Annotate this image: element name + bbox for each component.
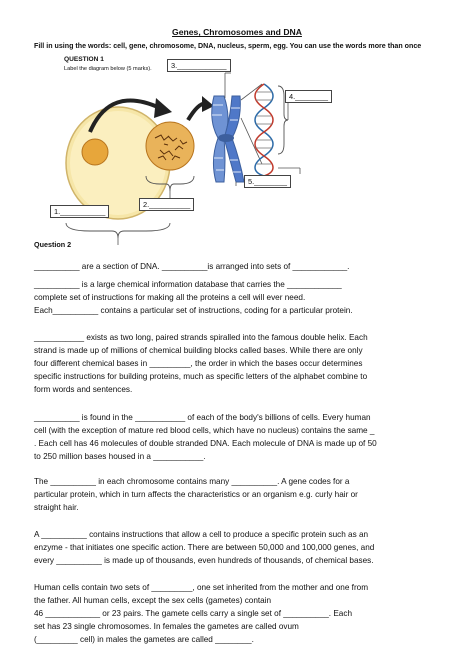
- q2-line: The __________ in each chromosome contains many __________. A gene codes for a: [34, 477, 350, 486]
- q2-line: . Each cell has 46 molecules of double stranded DNA. Each molecule of DNA is made up of 50: [34, 439, 377, 448]
- q2-line: to 250 million bases housed in a ___________.: [34, 452, 206, 461]
- q2-line: __________ is found in the ___________ of each of the body's billions of cells. Every human: [34, 413, 371, 422]
- q2-line: complete set of instructions for making all the proteins a cell will ever need.: [34, 293, 306, 302]
- q2-line: enzyme - that initiates one specific action. There are between 50,000 and 100,000 genes, and: [34, 543, 375, 552]
- label-2[interactable]: 2.__________: [139, 198, 194, 211]
- cell-bracket: [66, 223, 170, 238]
- page-title: Genes, Chromosomes and DNA: [172, 27, 302, 37]
- nucleus-zoom: [146, 122, 194, 170]
- question1-heading: QUESTION 1: [64, 56, 104, 63]
- q2-line: (_________ cell) in males the gametes are called ________.: [34, 635, 254, 644]
- q2-line: the father. All human cells, except the sex cells (gametes) contain: [34, 596, 272, 605]
- q2-line: straight hair.: [34, 503, 79, 512]
- q2-line: __________ are a section of DNA. __________is arranged into sets of ____________.: [34, 262, 350, 271]
- q2-line: Human cells contain two sets of _________, one set inherited from the mother and one from: [34, 583, 369, 592]
- q2-line: four different chemical bases in _________, the order in which the bases occur determines: [34, 359, 363, 368]
- q2-line: specific instructions for building proteins, much as specific letters of the alphabet combine to: [34, 372, 368, 381]
- q2-line: strand is made up of millions of chemical building blocks called bases. While there are only: [34, 346, 363, 355]
- question1-subheading: Label the diagram below (5 marks).: [64, 66, 152, 72]
- q2-line: every __________ is made up of thousands, even hundreds of thousands, of chemical bases.: [34, 556, 374, 565]
- label-5[interactable]: 5.________: [244, 175, 291, 188]
- question2-heading: Question 2: [34, 240, 72, 249]
- q2-line: A __________ contains instructions that allow a cell to produce a specific protein such as an: [34, 530, 369, 539]
- label-3[interactable]: 3.____________: [167, 59, 231, 72]
- cell-nucleus: [82, 139, 108, 165]
- q2-line: __________ is a large chemical information database that carries the ____________: [34, 280, 342, 289]
- q2-line: 46 ____________ or 23 pairs. The gamete cells carry a single set of __________. Each: [34, 609, 353, 618]
- instructions: Fill in using the words: cell, gene, chromosome, DNA, nucleus, sperm, egg. You can use the words more than once: [34, 42, 422, 50]
- q2-line: set has 23 single chromosomes. In females the gametes are called ovum: [34, 622, 299, 631]
- q2-line: Each__________ contains a particular set of instructions, coding for a particular protein.: [34, 306, 353, 315]
- chromosome: [212, 96, 244, 182]
- q2-line: cell (with the exception of mature red blood cells, which have no nucleus) contains the same _: [34, 426, 375, 435]
- q2-line: ___________ exists as two long, paired strands spiralled into the famous double helix. Each: [34, 333, 368, 342]
- q2-line: particular protein, which in turn affects the characteristics or an organism e.g. curly hair or: [34, 490, 358, 499]
- q2-line: form words and sentences.: [34, 385, 133, 394]
- label-1[interactable]: 1.___________: [50, 205, 109, 218]
- dna-helix: [255, 84, 273, 176]
- label-4[interactable]: 4.________: [285, 90, 332, 103]
